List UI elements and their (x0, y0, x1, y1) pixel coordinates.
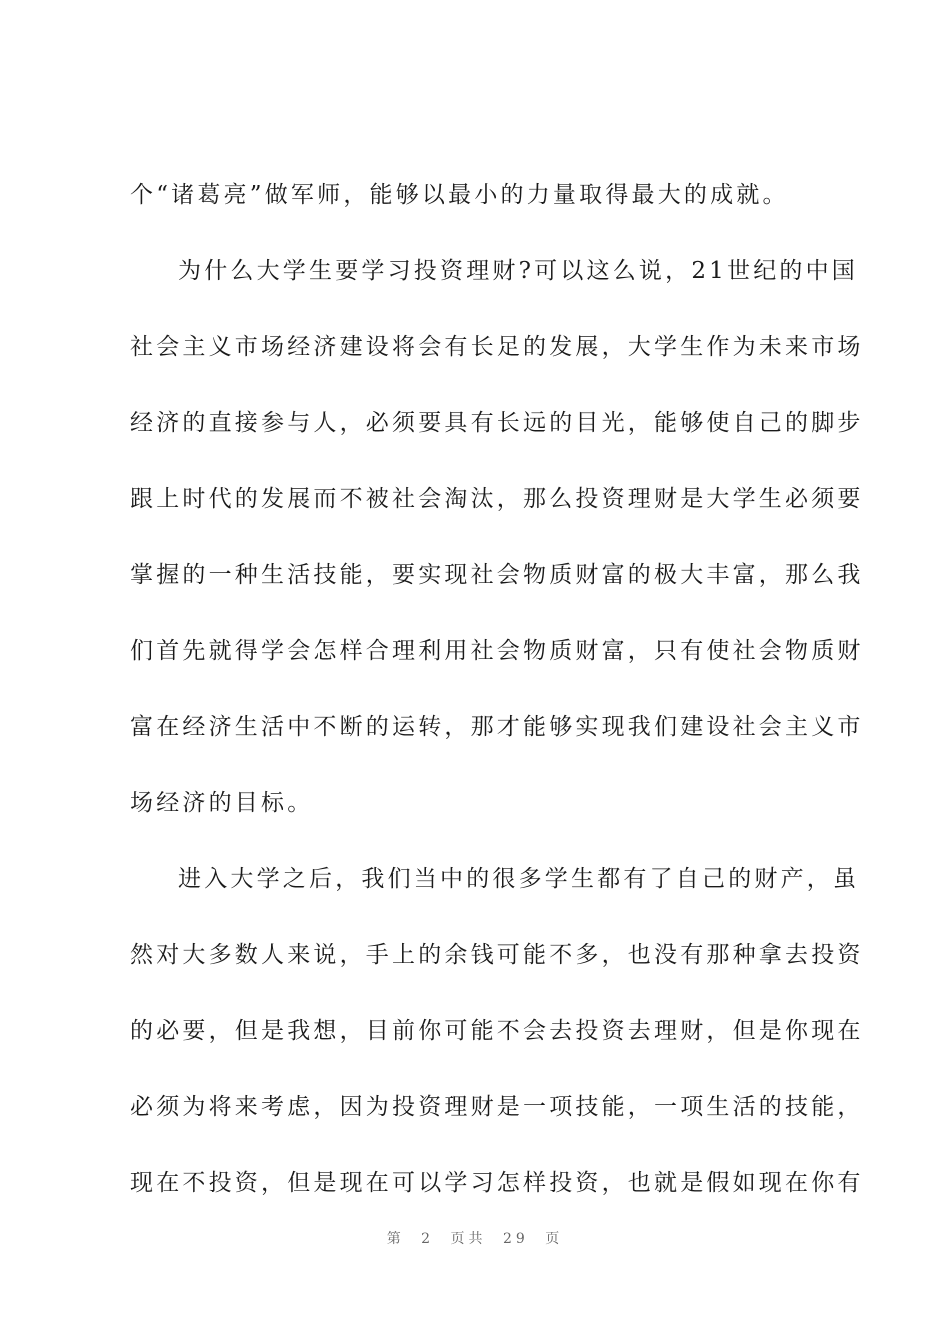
text-line: 富在经济生活中不断的运转，那才能够实现我们建设社会主义市 (130, 714, 864, 740)
text-line: 场经济的目标。 (130, 790, 314, 816)
text-line: 掌握的一种生活技能，要实现社会物质财富的极大丰富，那么我 (130, 562, 864, 588)
text-line: 个“诸葛亮”做军师，能够以最小的力量取得最大的成就。 (130, 182, 789, 208)
text-line: 经济的直接参与人，必须要具有长远的目光，能够使自己的脚步 (130, 410, 864, 436)
page-number-footer: 第 2 页共 29 页 (386, 1231, 564, 1247)
text-line: 们首先就得学会怎样合理利用社会物质财富，只有使社会物质财 (130, 638, 864, 664)
text-line: 社会主义市场经济建设将会有长足的发展，大学生作为未来市场 (130, 334, 864, 360)
text-line: 然对大多数人来说，手上的余钱可能不多，也没有那种拿去投资 (130, 942, 864, 968)
text-line: 的必要，但是我想，目前你可能不会去投资去理财，但是你现在 (130, 1018, 864, 1044)
text-line: 跟上时代的发展而不被社会淘汰，那么投资理财是大学生必须要 (130, 486, 864, 512)
paragraph-first-line: 为什么大学生要学习投资理财?可以这么说，21世纪的中国 (178, 258, 858, 284)
text-line: 现在不投资，但是现在可以学习怎样投资，也就是假如现在你有 (130, 1170, 864, 1196)
text-line: 必须为将来考虑，因为投资理财是一项技能，一项生活的技能， (130, 1094, 864, 1120)
paragraph-first-line: 进入大学之后，我们当中的很多学生都有了自己的财产，虽 (178, 866, 860, 892)
body-text (130, 167, 864, 1231)
